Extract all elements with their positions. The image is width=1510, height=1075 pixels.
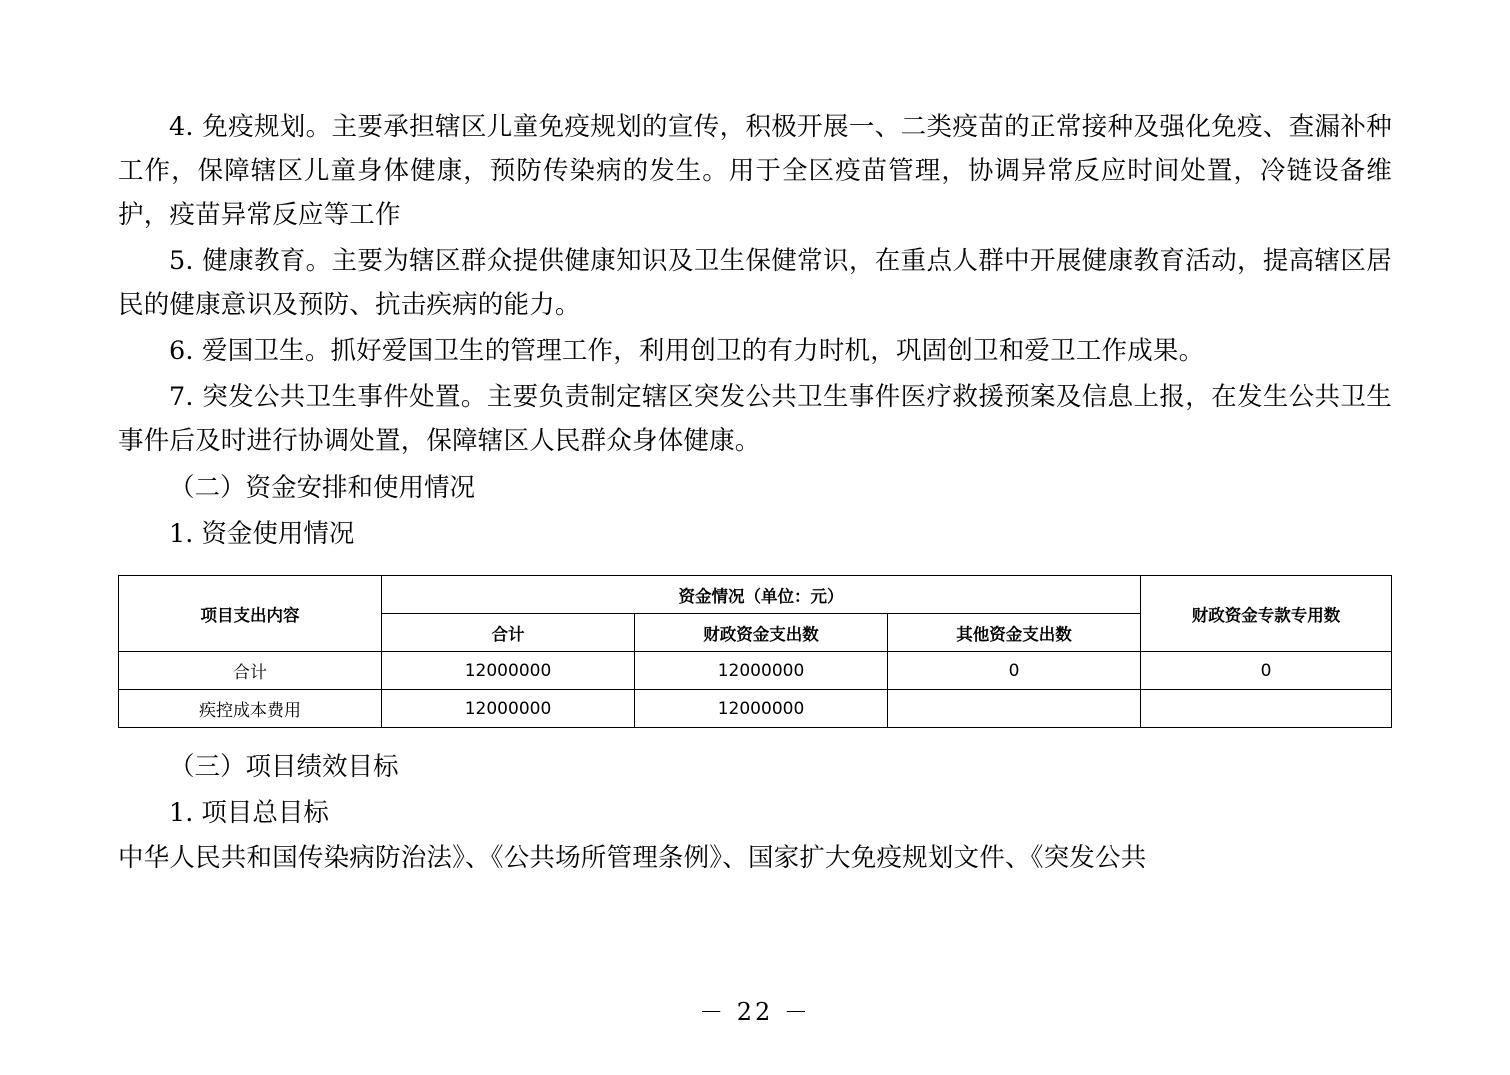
table-cell-total: 12000000 [382, 652, 635, 690]
table-row [119, 652, 1392, 690]
fund-usage-table [118, 575, 1392, 728]
table-header-fund-group: 资金情况（单位：元） [382, 576, 1141, 614]
subsection-heading-fund-usage: 1. 资金使用情况 [169, 519, 355, 549]
table-header-special: 财政资金专款专用数 [1141, 576, 1392, 652]
section-heading-two: （二）资金安排和使用情况 [169, 473, 476, 503]
table-header-row-top [119, 576, 1392, 614]
section-heading-three: （三）项目绩效目标 [169, 752, 399, 782]
table-cell-fiscal: 12000000 [635, 652, 888, 690]
table-header-fiscal: 财政资金支出数 [635, 614, 888, 652]
table-cell-special: 0 [1141, 652, 1392, 690]
paragraph-item-7: 7. 突发公共卫生事件处置。主要负责制定辖区突发公共卫生事件医疗救援预案及信息上报，在发生公共卫生事件后及时进行协调处置，保障辖区人民群众身体健康。 [118, 382, 1392, 456]
table-cell-other [888, 690, 1141, 728]
paragraph-item-4: 4. 免疫规划。主要承担辖区儿童免疫规划的宣传，积极开展一、二类疫苗的正常接种及强化免疫、查漏补种工作，保障辖区儿童身体健康，预防传染病的发生。用于全区疫苗管理，协调异常反应时间处置，冷链设备维护，疫苗异常反应等工作 [118, 112, 1392, 230]
subsection-heading-total-goal: 1. 项目总目标 [169, 798, 329, 828]
table-cell-item: 疾控成本费用 [119, 690, 382, 728]
table-cell-total: 12000000 [382, 690, 635, 728]
table-cell-other: 0 [888, 652, 1141, 690]
table-header-total: 合计 [382, 614, 635, 652]
table-cell-special [1141, 690, 1392, 728]
table-cell-fiscal: 12000000 [635, 690, 888, 728]
table-row [119, 690, 1392, 728]
paragraph-item-6: 6. 爱国卫生。抓好爱国卫生的管理工作，利用创卫的有力时机，巩固创卫和爱卫工作成果。 [169, 336, 1205, 366]
table-header-item: 项目支出内容 [119, 576, 382, 652]
table-header-other: 其他资金支出数 [888, 614, 1141, 652]
table-cell-item: 合计 [119, 652, 382, 690]
page-number: － 22 － [699, 998, 811, 1026]
paragraph-goal-text: 中华人民共和国传染病防治法》、《公共场所管理条例》、国家扩大免疫规划文件、《突发公共 [118, 843, 1147, 873]
paragraph-item-5: 5. 健康教育。主要为辖区群众提供健康知识及卫生保健常识，在重点人群中开展健康教育活动，提高辖区居民的健康意识及预防、抗击疾病的能力。 [118, 246, 1392, 320]
spacer [118, 728, 1392, 744]
